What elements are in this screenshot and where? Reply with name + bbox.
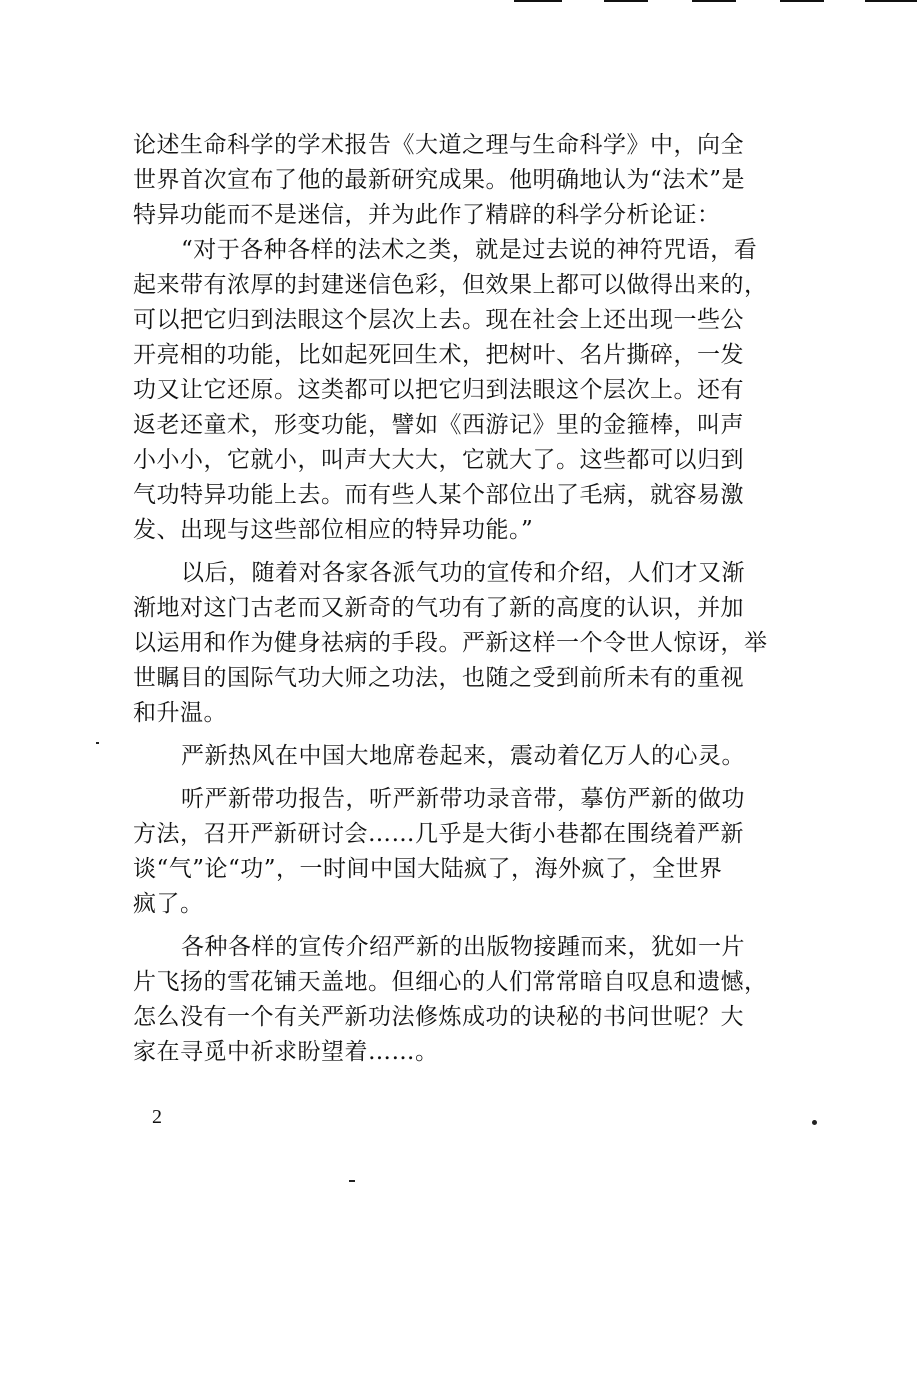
text-line: 严新热风在中国大地席卷起来，震动着亿万人的心灵。 bbox=[181, 743, 745, 769]
top-border-mark bbox=[514, 0, 562, 2]
top-border-mark bbox=[865, 0, 917, 2]
text-line: 以运用和作为健身祛病的手段。严新这样一个令世人惊讶，举 bbox=[133, 630, 768, 656]
text-line: 气功特异功能上去。而有些人某个部位出了毛病，就容易激 bbox=[133, 482, 744, 508]
scan-speck bbox=[349, 1180, 355, 1182]
top-border-mark bbox=[604, 0, 648, 2]
text-line: 返老还童术，形变功能，譬如《西游记》里的金箍棒，叫声 bbox=[133, 412, 744, 438]
text-line: 和升温。 bbox=[133, 700, 227, 726]
text-line: 方法，召开严新研讨会……几乎是大街小巷都在围绕着严新 bbox=[133, 821, 744, 847]
page-number: 2 bbox=[152, 1106, 162, 1128]
text-line: 谈“气”论“功”，一时间中国大陆疯了，海外疯了，全世界 bbox=[133, 856, 723, 882]
text-line: 世瞩目的国际气功大师之功法，也随之受到前所未有的重视 bbox=[133, 665, 744, 691]
text-line: 世界首次宣布了他的最新研究成果。他明确地认为“法术”是 bbox=[133, 167, 746, 193]
top-border-mark bbox=[780, 0, 824, 2]
text-line: 论述生命科学的学术报告《大道之理与生命科学》中，向全 bbox=[133, 132, 744, 158]
text-line: 疯了。 bbox=[133, 891, 204, 917]
text-line: “对于各种各样的法术之类，就是过去说的神符咒语，看 bbox=[181, 237, 758, 263]
text-line: 起来带有浓厚的封建迷信色彩，但效果上都可以做得出来的， bbox=[133, 272, 768, 298]
scan-speck bbox=[96, 742, 99, 744]
top-border-mark bbox=[692, 0, 736, 2]
text-line: 特异功能而不是迷信，并为此作了精辟的科学分析论证： bbox=[133, 202, 721, 228]
text-line: 小小小，它就小，叫声大大大，它就大了。这些都可以归到 bbox=[133, 447, 744, 473]
text-line: 开亮相的功能，比如起死回生术，把树叶、名片撕碎，一发 bbox=[133, 342, 744, 368]
text-line: 发、出现与这些部位相应的特异功能。” bbox=[133, 517, 534, 543]
text-line: 可以把它归到法眼这个层次上去。现在社会上还出现一些公 bbox=[133, 307, 744, 333]
scan-speck bbox=[812, 1120, 817, 1125]
text-line: 怎么没有一个有关严新功法修炼成功的诀秘的书问世呢？大 bbox=[133, 1004, 744, 1030]
text-line: 各种各样的宣传介绍严新的出版物接踵而来，犹如一片 bbox=[181, 934, 745, 960]
text-line: 片飞扬的雪花铺天盖地。但细心的人们常常暗自叹息和遗憾， bbox=[133, 969, 768, 995]
text-line: 渐地对这门古老而又新奇的气功有了新的高度的认识，并加 bbox=[133, 595, 744, 621]
text-line: 以后，随着对各家各派气功的宣传和介绍，人们才又渐 bbox=[181, 560, 745, 586]
text-line: 家在寻觅中祈求盼望着……。 bbox=[133, 1039, 439, 1065]
text-line: 听严新带功报告，听严新带功录音带，摹仿严新的做功 bbox=[181, 786, 745, 812]
body-text bbox=[133, 128, 773, 1070]
text-line: 功又让它还原。这类都可以把它归到法眼这个层次上。还有 bbox=[133, 377, 744, 403]
